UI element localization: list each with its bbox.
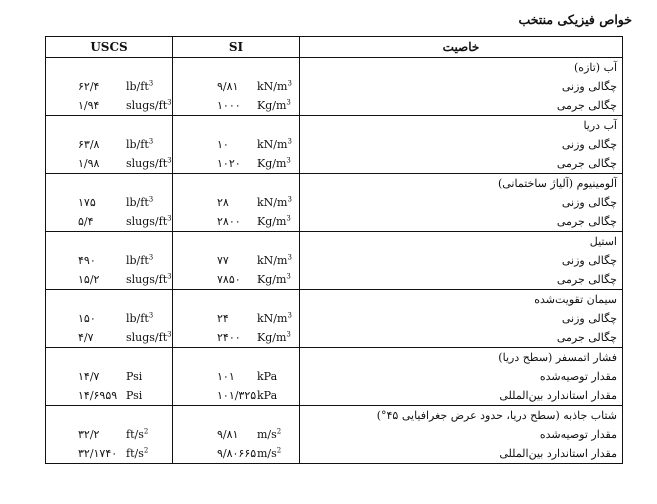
si-cell (173, 58, 300, 116)
si-value: ۱۰ (217, 138, 229, 151)
uscs-value: ۴/۷ (78, 331, 94, 344)
spacer (173, 174, 299, 193)
uscs-value-line (46, 154, 172, 173)
group-name: آلومینیوم (آلیاژ ساختمانی) (497, 177, 617, 190)
group-name: استیل (589, 235, 617, 248)
si-value: ۹/۸۰۶۶۵ (217, 447, 257, 460)
si-unit-base: m/s (257, 428, 277, 441)
si-value: ۱۰۲۰ (217, 157, 241, 170)
group-name: آب دریا (583, 119, 617, 132)
uscs-unit-base: slugs/ft (126, 157, 168, 170)
si-value-line (173, 154, 299, 173)
uscs-unit (126, 212, 176, 231)
si-unit-base: kN/m (257, 138, 288, 151)
uscs-value-line (46, 444, 172, 463)
spacer (46, 290, 172, 309)
si-cell (173, 232, 300, 290)
si-unit-exponent: 3 (286, 214, 291, 223)
table-row (46, 116, 623, 174)
spacer (46, 232, 172, 251)
uscs-unit-base: ft/s (126, 428, 144, 441)
uscs-unit-base: lb/ft (126, 254, 149, 267)
table-row (46, 232, 623, 290)
row-label: چگالی وزنی (561, 196, 617, 209)
uscs-value: ۱۷۵ (78, 196, 96, 209)
row-label: مقدار توصیه‌شده (539, 428, 617, 441)
uscs-value-line (46, 309, 172, 328)
si-unit-exponent: 3 (286, 98, 291, 107)
uscs-value: ۳۲/۲ (78, 428, 100, 441)
si-value: ۲۸۰۰ (217, 215, 241, 228)
si-value-line (173, 212, 299, 231)
uscs-unit (126, 77, 176, 96)
uscs-value: ۱۴/۶۹۵۹ (78, 389, 118, 402)
uscs-unit (126, 309, 176, 328)
si-cell (173, 406, 300, 464)
si-value-line (173, 425, 299, 444)
uscs-value: ۱۵/۲ (78, 273, 100, 286)
table-row (46, 348, 623, 406)
table-row (46, 290, 623, 348)
si-unit-exponent: 3 (287, 253, 292, 262)
si-value-line (173, 96, 299, 115)
uscs-unit (126, 425, 176, 444)
spacer (173, 406, 299, 425)
spacer (173, 290, 299, 309)
property-cell (300, 58, 623, 116)
row-label: مقدار توصیه‌شده (539, 370, 617, 383)
property-cell (300, 348, 623, 406)
si-unit-exponent: 3 (286, 330, 291, 339)
uscs-unit-exponent: 3 (167, 272, 172, 281)
uscs-unit-base: lb/ft (126, 196, 149, 209)
uscs-value-line (46, 328, 172, 347)
property-cell (300, 406, 623, 464)
si-value: ۹/۸۱ (217, 80, 239, 93)
si-value-line (173, 193, 299, 212)
si-unit-exponent: 3 (287, 79, 292, 88)
row-label: مقدار استاندارد بین‌المللی (499, 447, 617, 460)
si-value: ۱۰۰۰ (217, 99, 241, 112)
spacer (173, 116, 299, 135)
spacer (173, 58, 299, 77)
si-value-line (173, 328, 299, 347)
si-cell (173, 290, 300, 348)
uscs-unit (126, 328, 176, 347)
table-row (46, 174, 623, 232)
uscs-unit-exponent: 3 (148, 79, 154, 88)
si-value: ۹/۸۱ (217, 428, 239, 441)
group-name: سیمان تقویت‌شده (534, 293, 617, 306)
si-value-line (173, 77, 299, 96)
uscs-unit (126, 96, 176, 115)
uscs-unit-base: slugs/ft (126, 331, 168, 344)
si-unit-exponent: 2 (276, 446, 282, 455)
row-label: چگالی وزنی (561, 80, 617, 93)
uscs-cell (46, 290, 173, 348)
si-unit-exponent: 3 (287, 137, 292, 146)
property-cell (300, 116, 623, 174)
uscs-unit (126, 135, 176, 154)
si-value-line (173, 270, 299, 289)
uscs-unit-base: ft/s (126, 447, 144, 460)
uscs-value-line (46, 386, 172, 405)
si-unit-exponent: 3 (287, 195, 292, 204)
spacer (46, 58, 172, 77)
row-label: چگالی جرمی (556, 331, 617, 344)
uscs-cell (46, 174, 173, 232)
si-unit-exponent: 3 (286, 156, 291, 165)
group-name: فشار اتمسفر (سطح دریا) (498, 351, 617, 364)
si-unit-base: Kg/m (257, 273, 287, 286)
si-unit-exponent: 2 (276, 427, 282, 436)
si-value: ۲۴۰۰ (217, 331, 241, 344)
uscs-value: ۱/۹۴ (78, 99, 100, 112)
uscs-value: ۶۲/۴ (78, 80, 100, 93)
uscs-value: ۴۹۰ (78, 254, 96, 267)
uscs-unit (126, 270, 176, 289)
uscs-unit-base: Psi (126, 370, 143, 383)
uscs-unit (126, 193, 176, 212)
uscs-unit (126, 154, 176, 173)
si-unit-base: kN/m (257, 196, 288, 209)
si-value: ۷۸۵۰ (217, 273, 241, 286)
si-value: ۱۰۱/۳۲۵ (217, 389, 257, 402)
spacer (46, 116, 172, 135)
uscs-unit-exponent: 3 (148, 195, 154, 204)
uscs-value-line (46, 270, 172, 289)
row-label: چگالی جرمی (556, 157, 617, 170)
uscs-unit-exponent: 3 (148, 253, 154, 262)
si-unit-base: Kg/m (257, 215, 287, 228)
si-unit-base: kN/m (257, 80, 288, 93)
si-unit-base: m/s (257, 447, 277, 460)
header-uscs: USCS (46, 37, 173, 58)
row-label: مقدار استاندارد بین‌المللی (499, 389, 617, 402)
uscs-unit-exponent: 3 (167, 98, 172, 107)
uscs-cell (46, 406, 173, 464)
row-label: چگالی جرمی (556, 99, 617, 112)
property-cell (300, 174, 623, 232)
row-label: چگالی وزنی (561, 312, 617, 325)
si-value: ۷۷ (217, 254, 229, 267)
uscs-value-line (46, 425, 172, 444)
uscs-value-line (46, 96, 172, 115)
si-unit-base: kPa (257, 389, 278, 402)
si-cell (173, 174, 300, 232)
uscs-unit-exponent: 3 (167, 214, 172, 223)
si-value-line (173, 444, 299, 463)
table-header-row (46, 37, 623, 58)
si-unit-base: kN/m (257, 312, 288, 325)
uscs-value-line (46, 77, 172, 96)
si-unit-exponent: 3 (286, 272, 291, 281)
property-cell (300, 232, 623, 290)
si-value: ۱۰۱ (217, 370, 235, 383)
uscs-unit-base: lb/ft (126, 138, 149, 151)
si-value: ۲۴ (217, 312, 229, 325)
uscs-value: ۵/۴ (78, 215, 94, 228)
si-unit-base: Kg/m (257, 331, 287, 344)
row-label: چگالی وزنی (561, 254, 617, 267)
uscs-value-line (46, 135, 172, 154)
si-value-line (173, 367, 299, 386)
header-property: خاصیت (300, 37, 623, 58)
uscs-value-line (46, 212, 172, 231)
uscs-unit-exponent: 3 (148, 311, 154, 320)
uscs-value-line (46, 193, 172, 212)
page-title: خواص فیزیکی منتخب (518, 12, 632, 27)
si-value-line (173, 386, 299, 405)
uscs-cell (46, 58, 173, 116)
row-label: چگالی جرمی (556, 215, 617, 228)
si-unit-base: kN/m (257, 254, 288, 267)
uscs-unit (126, 386, 176, 405)
uscs-cell (46, 116, 173, 174)
uscs-unit-base: slugs/ft (126, 99, 168, 112)
spacer (173, 348, 299, 367)
uscs-unit-base: slugs/ft (126, 273, 168, 286)
header-si: SI (173, 37, 300, 58)
table-row (46, 406, 623, 464)
group-name: شتاب جاذبه (سطح دریا، حدود عرض جغرافیایی ۴۵°) (376, 409, 617, 422)
si-value: ۲۸ (217, 196, 229, 209)
property-cell (300, 290, 623, 348)
si-unit-base: Kg/m (257, 157, 287, 170)
spacer (46, 406, 172, 425)
uscs-unit-exponent: 3 (167, 330, 172, 339)
uscs-unit-exponent: 3 (148, 137, 154, 146)
si-unit-base: Kg/m (257, 99, 287, 112)
si-value-line (173, 309, 299, 328)
row-label: چگالی وزنی (561, 138, 617, 151)
uscs-value-line (46, 251, 172, 270)
table-row (46, 58, 623, 116)
uscs-value: ۱۵۰ (78, 312, 96, 325)
uscs-cell (46, 348, 173, 406)
si-cell (173, 116, 300, 174)
uscs-unit-exponent: 3 (167, 156, 172, 165)
uscs-value-line (46, 367, 172, 386)
uscs-value: ۱۴/۷ (78, 370, 100, 383)
spacer (46, 348, 172, 367)
spacer (173, 232, 299, 251)
uscs-value: ۱/۹۸ (78, 157, 100, 170)
si-value-line (173, 251, 299, 270)
uscs-unit-exponent: 2 (143, 446, 149, 455)
uscs-unit-base: slugs/ft (126, 215, 168, 228)
properties-table (45, 36, 623, 464)
uscs-unit-exponent: 2 (143, 427, 149, 436)
uscs-value: ۳۲/۱۷۴۰ (78, 447, 118, 460)
uscs-unit-base: Psi (126, 389, 143, 402)
si-unit-base: kPa (257, 370, 278, 383)
uscs-value: ۶۳/۸ (78, 138, 100, 151)
uscs-unit-base: lb/ft (126, 312, 149, 325)
uscs-unit-base: lb/ft (126, 80, 149, 93)
si-cell (173, 348, 300, 406)
si-value-line (173, 135, 299, 154)
uscs-cell (46, 232, 173, 290)
uscs-unit (126, 367, 176, 386)
uscs-unit (126, 444, 176, 463)
spacer (46, 174, 172, 193)
row-label: چگالی جرمی (556, 273, 617, 286)
uscs-unit (126, 251, 176, 270)
group-name: آب (تازه) (574, 61, 617, 74)
si-unit-exponent: 3 (287, 311, 292, 320)
